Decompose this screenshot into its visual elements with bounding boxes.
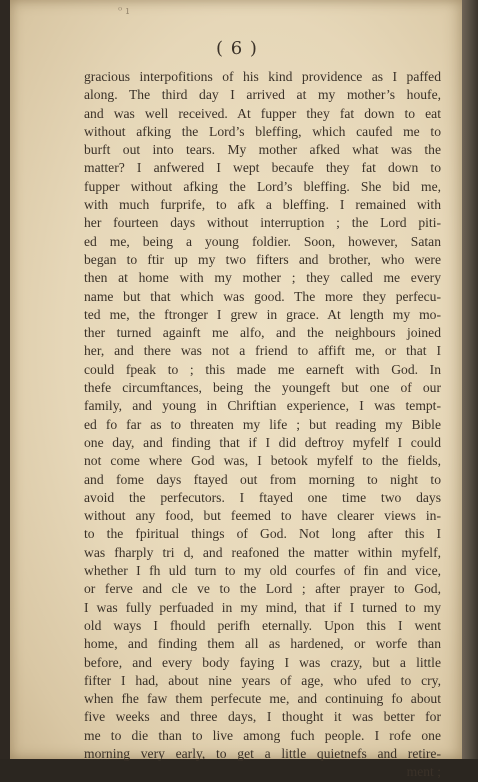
text-line: ed me, being a young foldier. Soon, however, Satan [84, 233, 441, 249]
catchword: ment ; [406, 764, 441, 780]
text-line: to the fpiritual things of God. Not long after this I [84, 526, 441, 542]
text-line: ther turned againft me alfo, and the neighbours joined [84, 325, 441, 341]
text-line: her fourteen days without interruption ; the Lord piti- [84, 215, 441, 231]
text-line: whether I fh uld turn to my old courfes of fin and vice, [84, 563, 441, 579]
library-mark: ᵒ ı [118, 4, 130, 17]
text-line: and was well received. At fupper they fat down to eat [84, 105, 441, 121]
text-line: not come where God was, I betook myfelf to the fields, [84, 453, 441, 469]
text-line: along. The third day I arrived at my mother’s houfe, [84, 87, 441, 103]
text-line: without afking the Lord’s bleffing, which caufed me to [84, 123, 441, 139]
text-line: name but that which was good. The more they perfecu- [84, 288, 441, 304]
text-line: or ferve and cle ve to the Lord ; after prayer to God, [84, 581, 441, 597]
paper-page [10, 0, 464, 780]
text-line: was fharply tri d, and reafoned the matter within myfelf, [84, 544, 441, 560]
text-line: five weeks and three days, I thought it was better for [84, 709, 441, 725]
body-text [84, 68, 441, 782]
page-number: ( 6 ) [216, 38, 258, 59]
text-line: could fpeak to ; this made me earneft with God. In [84, 361, 441, 377]
text-line: and fome days ftayed out from morning to night to [84, 471, 441, 487]
text-line: began to ftir up my two fifters and brother, who were [84, 251, 441, 267]
text-line: one day, and finding that if I did deftroy myfelf I could [84, 434, 441, 450]
text-line: her, and there was not a friend to affift me, or that I [84, 343, 441, 359]
text-line: fupper without afking the Lord’s bleffing. She bid me, [84, 178, 441, 194]
text-line: then at home with my mother ; they called me every [84, 270, 441, 286]
book-gutter [462, 0, 478, 759]
text-line: morning very early, to get a little quietnefs and retire- [84, 745, 441, 761]
text-line: ed fo far as to threaten my life ; but reading my Bible [84, 416, 441, 432]
text-line: home, and finding them all as hardened, or worfe than [84, 636, 441, 652]
text-line: matter? I anfwered I wept becaufe they fat down to [84, 160, 441, 176]
text-line: before, and every body faying I was crazy, but a little [84, 654, 441, 670]
text-line: avoid the perfecutors. I ftayed one time two days [84, 489, 441, 505]
text-line: old ways I fhould perifh eternally. Upon this I went [84, 617, 441, 633]
text-line: fifter I had, about nine years of age, who ufed to cry, [84, 672, 441, 688]
text-line: me to die than to live among fuch people. I rofe one [84, 727, 441, 743]
text-line: gracious interpofitions of his kind providence as I paffed [84, 69, 441, 84]
text-line: I was fully perfuaded in my mind, that if I turned to my [84, 599, 441, 615]
text-line: burft out into tears. My mother afked what was the [84, 142, 441, 158]
text-line: without any food, but feemed to have clearer views in- [84, 508, 441, 524]
text-line: with much furprife, to afk a bleffing. I remained with [84, 197, 441, 213]
text-line: ted me, the ftronger I grew in grace. At length my mo- [84, 306, 441, 322]
text-line: thefe circumftances, being the youngeft but one of our [84, 380, 441, 396]
text-line: when fhe faw them perfecute me, and continuing fo about [84, 691, 441, 707]
text-line: family, and young in Chriftian experience, I was tempt- [84, 398, 441, 414]
